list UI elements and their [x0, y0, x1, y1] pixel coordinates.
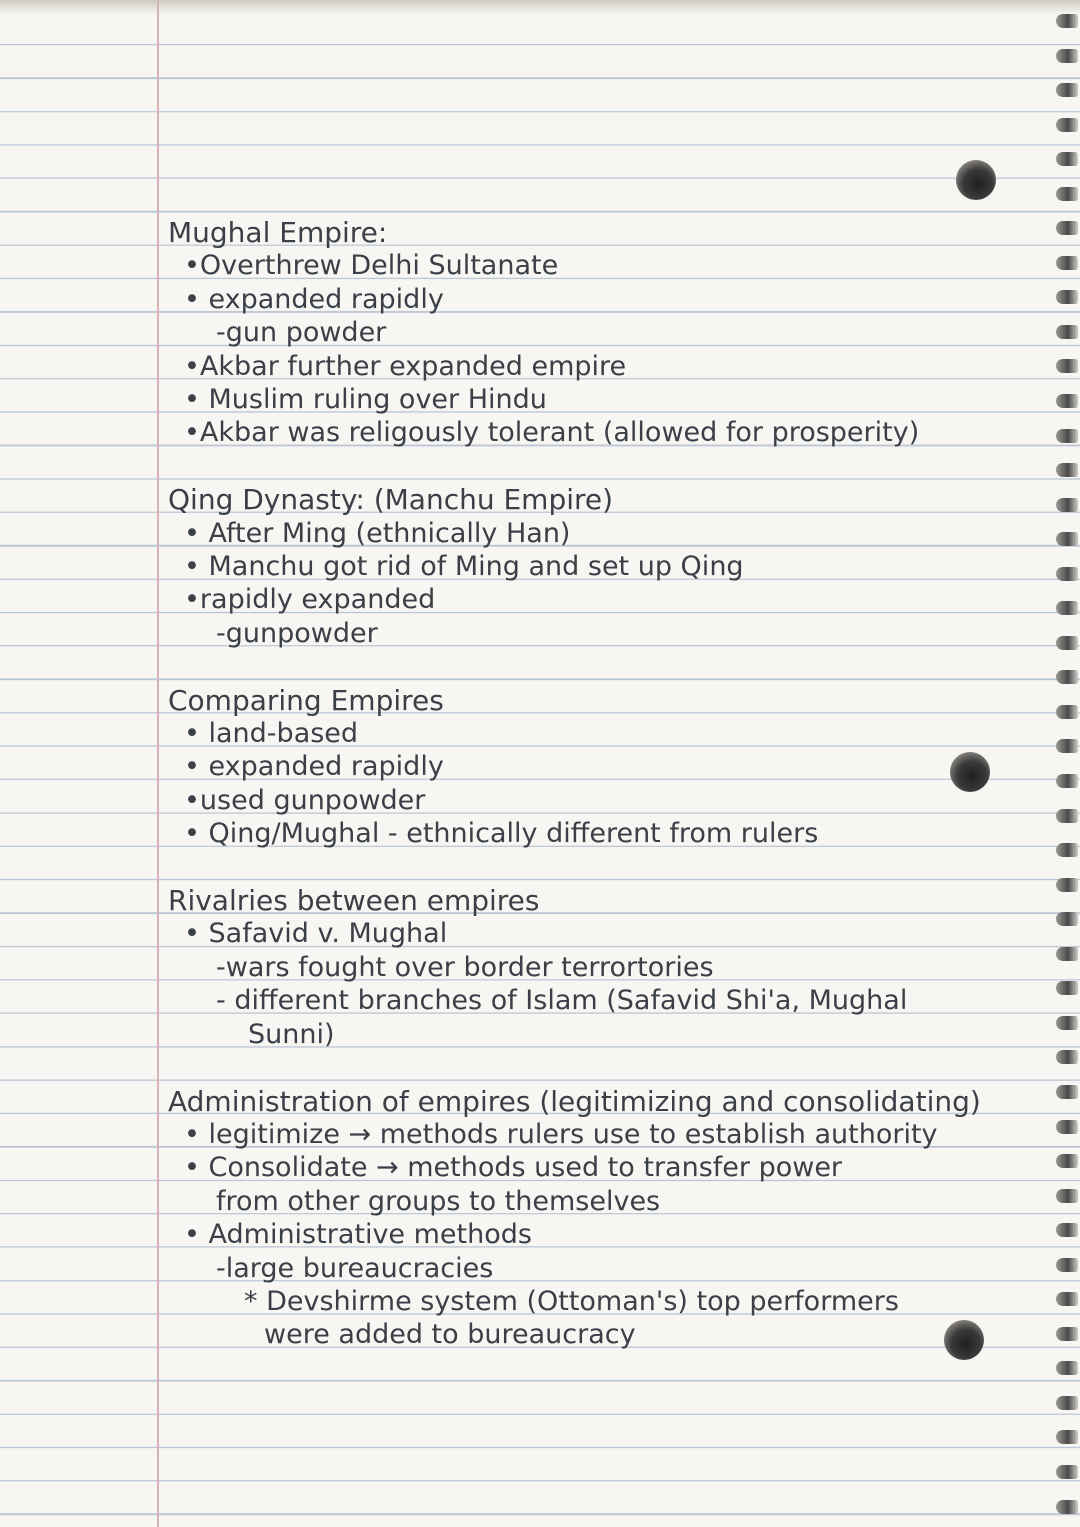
- spiral-coil: [1056, 14, 1078, 28]
- blank-line: [168, 650, 1048, 683]
- margin-line: [157, 0, 159, 1527]
- note-line: Sunni): [248, 1018, 335, 1050]
- spiral-coil: [1056, 705, 1078, 719]
- note-line: -wars fought over border terrortories: [216, 951, 714, 983]
- spiral-coil: [1056, 429, 1078, 443]
- note-line: • legitimize → methods rulers use to establish authority: [184, 1118, 938, 1150]
- handwritten-notes: [168, 216, 1048, 1352]
- note-line: • Safavid v. Mughal: [184, 918, 448, 950]
- spiral-coil: [1056, 1327, 1078, 1341]
- note-line: - different branches of Islam (Safavid Shi'a, Mughal: [216, 985, 908, 1017]
- note-line: • expanded rapidly: [184, 751, 444, 783]
- spiral-coil: [1056, 1465, 1078, 1479]
- note-line: •Overthrew Delhi Sultanate: [184, 250, 559, 282]
- blank-line: [168, 851, 1048, 884]
- blank-line: [168, 450, 1048, 483]
- spiral-coil: [1056, 1016, 1078, 1030]
- note-line: were added to bureaucracy: [264, 1319, 636, 1351]
- spiral-coil: [1056, 187, 1078, 201]
- spiral-coil: [1056, 1500, 1078, 1514]
- section-qing-dynasty: [168, 483, 1048, 650]
- spiral-coil: [1056, 49, 1078, 63]
- section-heading: Qing Dynasty: (Manchu Empire): [168, 483, 614, 517]
- spiral-coil: [1056, 636, 1078, 650]
- spiral-coil: [1056, 1396, 1078, 1410]
- spiral-coil: [1056, 1258, 1078, 1272]
- spiral-coil: [1056, 1120, 1078, 1134]
- spiral-coil: [1056, 1085, 1078, 1099]
- note-line: • expanded rapidly: [184, 283, 444, 315]
- spiral-coil: [1056, 601, 1078, 615]
- section-heading: Comparing Empires: [168, 683, 444, 717]
- note-line: • Qing/Mughal - ethnically different from rulers: [184, 818, 819, 850]
- spiral-coil: [1056, 912, 1078, 926]
- spiral-coil: [1056, 774, 1078, 788]
- note-line: -gun powder: [216, 317, 387, 349]
- spiral-coil: [1056, 325, 1078, 339]
- spiral-coil: [1056, 359, 1078, 373]
- spiral-coil: [1056, 1223, 1078, 1237]
- section-comparing-empires: [168, 684, 1048, 851]
- spiral-coil: [1056, 878, 1078, 892]
- note-line: • Manchu got rid of Ming and set up Qing: [184, 551, 744, 583]
- note-line: -gunpowder: [216, 617, 378, 649]
- spiral-coil: [1056, 83, 1078, 97]
- section-rivalries: [168, 884, 1048, 1051]
- spiral-coil: [1056, 1430, 1078, 1444]
- spiral-coil: [1056, 463, 1078, 477]
- section-heading: Administration of empires (legitimizing and consolidating): [168, 1084, 981, 1118]
- note-line: • land-based: [184, 718, 359, 750]
- note-line: •Akbar was religously tolerant (allowed for prosperity): [184, 417, 920, 449]
- spiral-coil: [1056, 843, 1078, 857]
- spiral-coil: [1056, 256, 1078, 270]
- spiral-coil: [1056, 809, 1078, 823]
- spiral-coil: [1056, 567, 1078, 581]
- spiral-coil: [1056, 1292, 1078, 1306]
- spiral-coil: [1056, 739, 1078, 753]
- note-line: • Administrative methods: [184, 1219, 532, 1251]
- spiral-coil: [1056, 118, 1078, 132]
- spiral-coil: [1056, 152, 1078, 166]
- note-line: -large bureaucracies: [216, 1252, 494, 1284]
- binder-hole-top: [956, 160, 996, 200]
- note-line: • After Ming (ethnically Han): [184, 517, 571, 549]
- spiral-coil: [1056, 670, 1078, 684]
- blank-line: [168, 1051, 1048, 1084]
- spiral-coil: [1056, 1361, 1078, 1375]
- note-line: from other groups to themselves: [216, 1185, 661, 1217]
- spiral-coil: [1056, 290, 1078, 304]
- section-heading: Rivalries between empires: [168, 884, 540, 918]
- spiral-coil: [1056, 498, 1078, 512]
- note-line: •Akbar further expanded empire: [184, 350, 627, 382]
- spiral-coil: [1056, 532, 1078, 546]
- section-administration: [168, 1085, 1048, 1352]
- note-line: • Muslim ruling over Hindu: [184, 384, 547, 416]
- section-heading: Mughal Empire:: [168, 216, 388, 249]
- spiral-coil: [1056, 1050, 1078, 1064]
- section-mughal-empire: [168, 216, 1048, 450]
- spiral-coil: [1056, 1154, 1078, 1168]
- spiral-coil: [1056, 981, 1078, 995]
- note-line: •used gunpowder: [184, 784, 426, 816]
- spiral-coil: [1056, 394, 1078, 408]
- spiral-coil: [1056, 947, 1078, 961]
- note-line: • Consolidate → methods used to transfer power: [184, 1152, 843, 1184]
- note-line: •rapidly expanded: [184, 584, 436, 616]
- page-top-edge: [0, 0, 1080, 14]
- spiral-coil: [1056, 1189, 1078, 1203]
- note-line: * Devshirme system (Ottoman's) top performers: [244, 1285, 899, 1317]
- spiral-coil: [1056, 221, 1078, 235]
- spiral-binding: [1050, 14, 1080, 1514]
